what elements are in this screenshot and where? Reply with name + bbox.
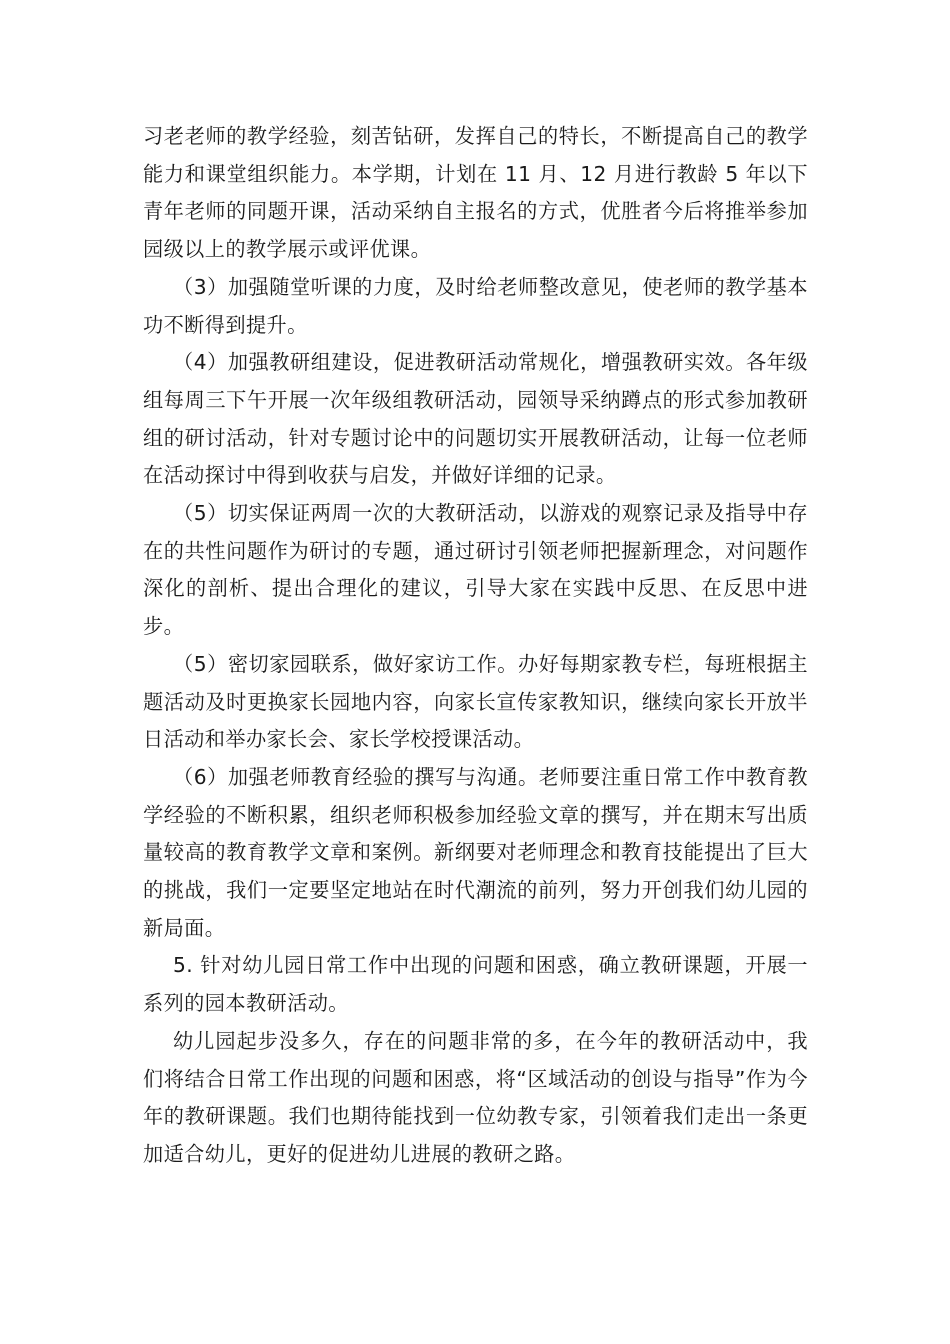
paragraph-item-4-research-group: （4）加强教研组建设，促进教研活动常规化，增强教研实效。各年级组每周三下午开展一次年级组教研活动，园领导采纳蹲点的形式参加教研组的研讨活动，针对专题讨论中的问题切实开展教研活动，让每一位老师在活动探讨中得到收获与启发，并做好详细的记录。 [143,350,808,488]
paragraph-item-5-home-school-contact: （5）密切家园联系，做好家访工作。办好每期家教专栏，每班根据主题活动及时更换家长园地内容，向家长宣传家教知识，继续向家长开放半日活动和举办家长会、家长学校授课活动。 [143,651,808,752]
paragraph-item-5-biweekly-research: （5）切实保证两周一次的大教研活动，以游戏的观察记录及指导中存在的共性问题作为研讨的专题，通过研讨引领老师把握新理念，对问题作深化的剖析、提出合理化的建议，引导大家在实践中反思、在反思中进步。 [143,501,808,639]
document-body [143,118,808,1174]
paragraph-continued-teaching-plan: 习老老师的教学经验，刻苦钻研，发挥自己的特长，不断提高自己的教学能力和课堂组织能力。本学期，计划在 11 月、12 月进行教龄 5 年以下青年老师的同题开课，活动采纳自主报名的方式，优胜者今后将推举参加园级以上的教学展示或评优课。 [143,124,808,262]
paragraph-research-topic-details: 幼儿园起步没多久，存在的问题非常的多，在今年的教研活动中，我们将结合日常工作出现的问题和困惑，将“区域活动的创设与指导”作为今年的教研课题。我们也期待能找到一位幼教专家，引领着我们走出一条更加适合幼儿，更好的促进幼儿进展的教研之路。 [143,1028,808,1166]
paragraph-item-3-lesson-observation: （3）加强随堂听课的力度，及时给老师整改意见，使老师的教学基本功不断得到提升。 [143,274,808,337]
paragraph-section-5-research-topic: 5. 针对幼儿园日常工作中出现的问题和困惑，确立教研课题，开展一系列的园本教研活动。 [143,953,808,1016]
paragraph-item-6-experience-writing: （6）加强老师教育经验的撰写与沟通。老师要注重日常工作中教育教学经验的不断积累，组织老师积极参加经验文章的撰写，并在期末写出质量较高的教育教学文章和案例。新纲要对老师理念和教育技能提出了巨大的挑战，我们一定要坚定地站在时代潮流的前列，努力开创我们幼儿园的新局面。 [143,764,808,940]
